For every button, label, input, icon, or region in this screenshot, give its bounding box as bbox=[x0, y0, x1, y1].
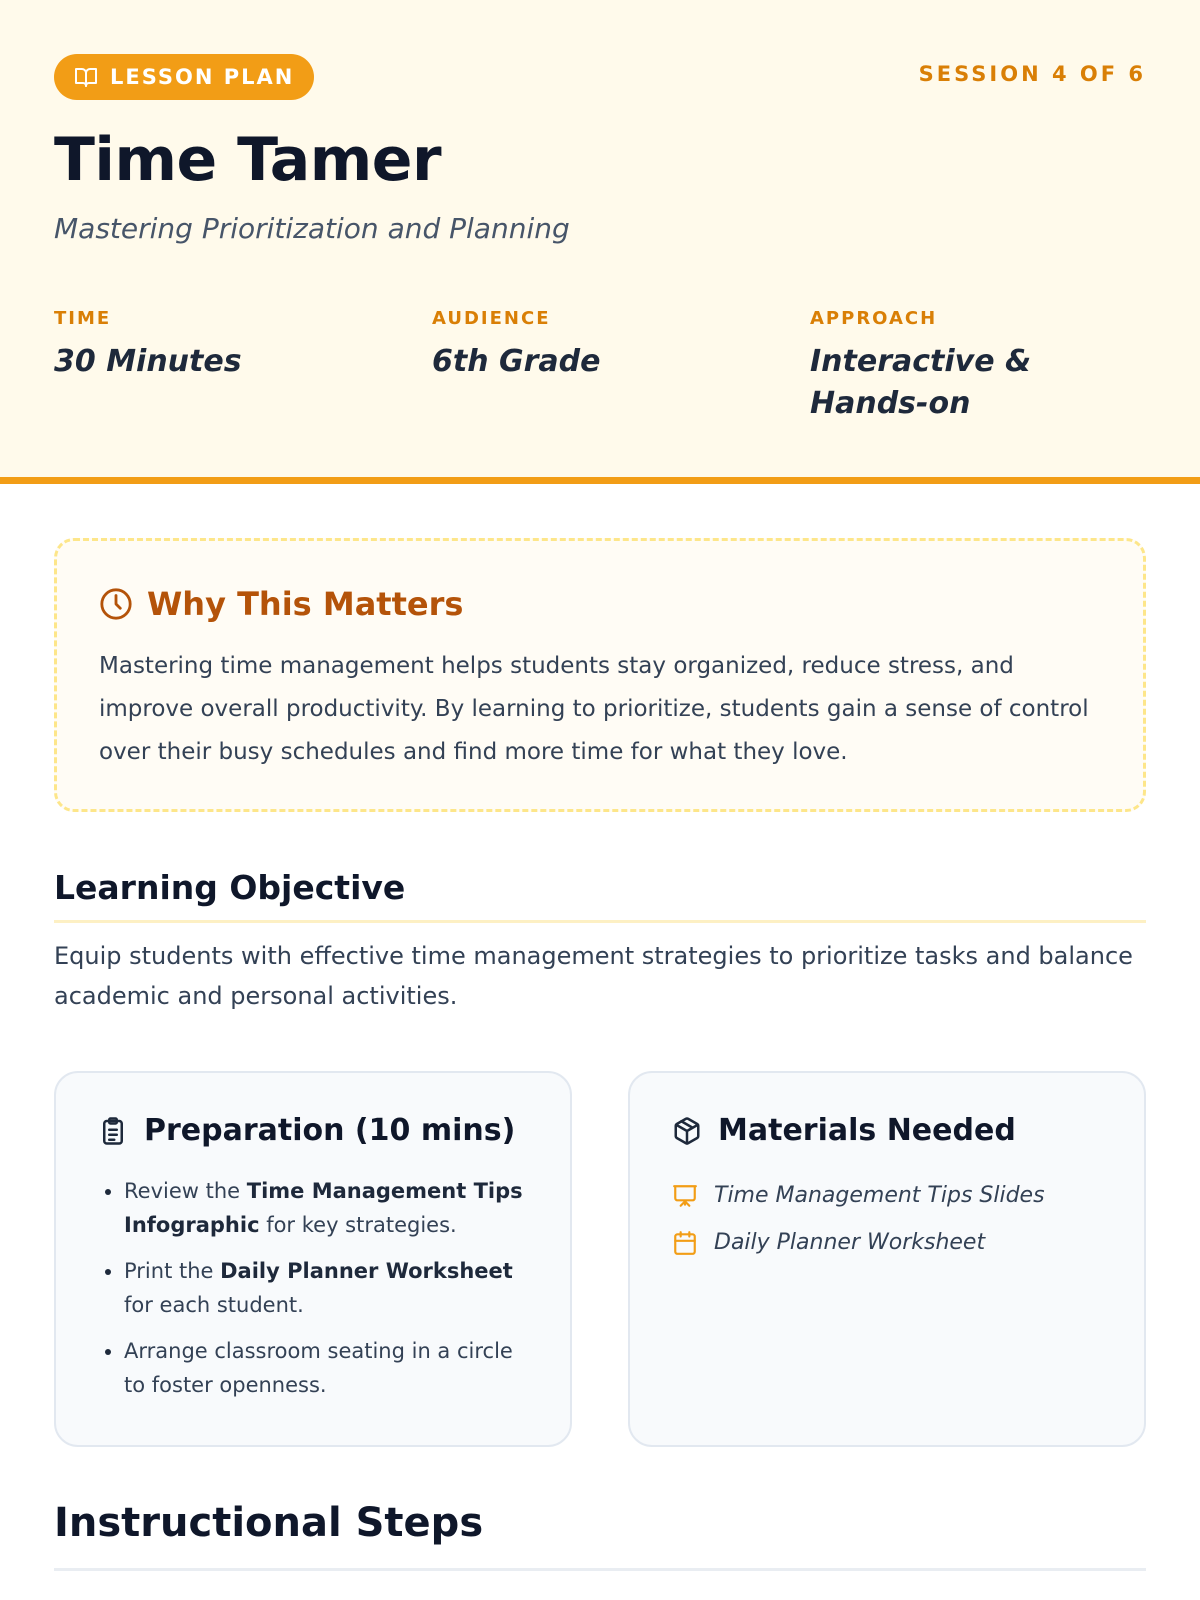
package-icon bbox=[672, 1116, 702, 1146]
calendar-icon bbox=[672, 1230, 698, 1256]
page-title: Time Tamer bbox=[54, 125, 442, 195]
session-indicator: SESSION 4 OF 6 bbox=[918, 62, 1146, 86]
preparation-title: Preparation (10 mins) bbox=[144, 1113, 516, 1148]
meta-label: APPROACH bbox=[810, 308, 938, 329]
meta-time bbox=[54, 308, 384, 383]
materials-title: Materials Needed bbox=[718, 1113, 1016, 1148]
meta-label: TIME bbox=[54, 308, 112, 329]
clipboard-icon bbox=[98, 1116, 128, 1146]
why-text: Mastering time management helps students stay organized, reduce stress, and improve overall productivity. By learning to prioritize, students gain a sense of control over their busy schedules and find more time for what they love. bbox=[99, 653, 1089, 765]
meta-label: AUDIENCE bbox=[432, 308, 551, 329]
meta-approach bbox=[810, 308, 1150, 425]
page-subtitle: Mastering Prioritization and Planning bbox=[54, 212, 570, 245]
why-title: Why This Matters bbox=[147, 585, 464, 623]
badge-label: LESSON PLAN bbox=[110, 65, 295, 89]
objective-heading: Learning Objective bbox=[54, 868, 406, 907]
material-item bbox=[672, 1219, 1102, 1266]
objective-text: Equip students with effective time management strategies to prioritize tasks and balance academic and personal activities. bbox=[54, 942, 1133, 1010]
material-item bbox=[672, 1172, 1102, 1219]
list-item: • Print the Daily Planner Worksheet for each student. bbox=[124, 1254, 528, 1322]
meta-value: Interactive & Hands-on bbox=[810, 344, 1032, 421]
lesson-plan-badge bbox=[54, 54, 314, 100]
meta-value: 6th Grade bbox=[432, 344, 601, 379]
list-item: • Arrange classroom seating in a circle to foster openness. bbox=[124, 1334, 528, 1402]
clock-icon bbox=[99, 587, 133, 621]
material-label: Daily Planner Worksheet bbox=[714, 1230, 986, 1255]
steps-heading: Instructional Steps bbox=[54, 1500, 484, 1546]
meta-audience bbox=[432, 308, 762, 383]
list-item: • Review the Time Management Tips Infographic for key strategies. bbox=[124, 1174, 528, 1242]
why-this-matters-box bbox=[54, 538, 1146, 812]
preparation-card bbox=[54, 1071, 572, 1447]
presentation-icon bbox=[672, 1183, 698, 1209]
objective-divider bbox=[54, 920, 1146, 923]
materials-list bbox=[672, 1172, 1102, 1266]
lesson-header bbox=[0, 0, 1200, 484]
book-icon bbox=[74, 65, 98, 89]
steps-divider bbox=[54, 1568, 1146, 1571]
material-label: Time Management Tips Slides bbox=[714, 1183, 1045, 1208]
meta-value: 30 Minutes bbox=[54, 344, 242, 379]
preparation-list bbox=[98, 1174, 528, 1402]
materials-card bbox=[628, 1071, 1146, 1447]
